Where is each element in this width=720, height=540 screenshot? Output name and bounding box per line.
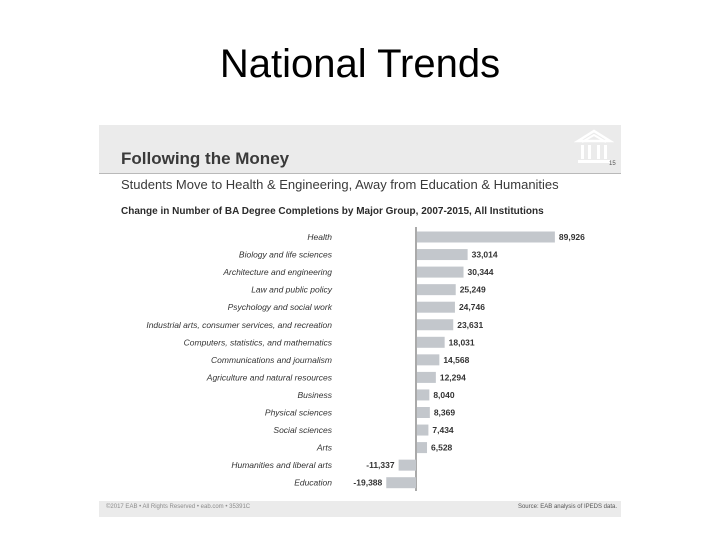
value-label: 89,926: [558, 232, 585, 242]
value-label: 14,568: [443, 354, 470, 365]
bar: [417, 337, 445, 348]
value-label: -19,388: [353, 477, 383, 488]
category-label: Law and public policy: [251, 284, 332, 295]
bar-chart: [99, 125, 621, 501]
chart-title: Change in Number of BA Degree Completions by Major Group, 2007-2015, All Institutions: [121, 206, 544, 217]
bar: [417, 284, 456, 295]
category-label: Psychology and social work: [227, 302, 332, 313]
bar: [417, 267, 464, 278]
bar: [399, 460, 416, 471]
footer-copyright: ©2017 EAB • All Rights Reserved • eab.com • 35391C: [106, 504, 251, 510]
bar: [417, 389, 429, 400]
category-label: Computers, statistics, and mathematics: [183, 337, 332, 348]
category-label: Agriculture and natural resources: [206, 372, 332, 383]
value-label: 7,434: [432, 425, 454, 436]
category-label: Physical sciences: [264, 407, 332, 418]
bar: [417, 442, 427, 453]
page-number: 15: [609, 161, 616, 167]
bar: [417, 407, 430, 418]
value-label: 8,369: [433, 407, 456, 418]
bar: [386, 477, 416, 488]
value-label: -11,337: [366, 460, 395, 471]
bar: [417, 354, 439, 365]
category-label: Health: [307, 232, 332, 242]
category-label: Communications and journalism: [211, 354, 332, 365]
category-label: Education: [294, 477, 332, 488]
value-label: 6,528: [431, 442, 453, 453]
bar: [417, 372, 436, 383]
bar: [417, 425, 428, 436]
category-label: Humanities and liberal arts: [231, 460, 332, 471]
category-label: Biology and life sciences: [238, 249, 332, 260]
card-subtitle: Students Move to Health & Engineering, Away from Education & Humanities: [121, 177, 559, 192]
bar: [417, 249, 468, 260]
slide-title: National Trends: [219, 42, 501, 86]
value-label: 8,040: [433, 389, 455, 400]
category-label: Business: [297, 389, 332, 400]
value-label: 23,631: [457, 319, 484, 330]
value-label: 24,746: [458, 302, 485, 313]
value-label: 30,344: [467, 267, 494, 278]
value-label: 25,249: [459, 284, 486, 295]
category-label: Arts: [316, 442, 332, 453]
value-label: 33,014: [471, 249, 498, 260]
bar: [417, 302, 455, 313]
category-label: Industrial arts, consumer services, and recreation: [146, 319, 332, 330]
bar: [417, 232, 555, 243]
value-label: 12,294: [439, 372, 466, 383]
chart-card: [99, 125, 621, 517]
card-title: Following the Money: [121, 149, 290, 168]
category-label: Architecture and engineering: [223, 267, 332, 278]
category-label: Social sciences: [273, 425, 332, 436]
value-label: 18,031: [448, 337, 475, 348]
bar: [417, 319, 453, 330]
footer-source: Source: EAB analysis of IPEDS data.: [517, 504, 617, 510]
